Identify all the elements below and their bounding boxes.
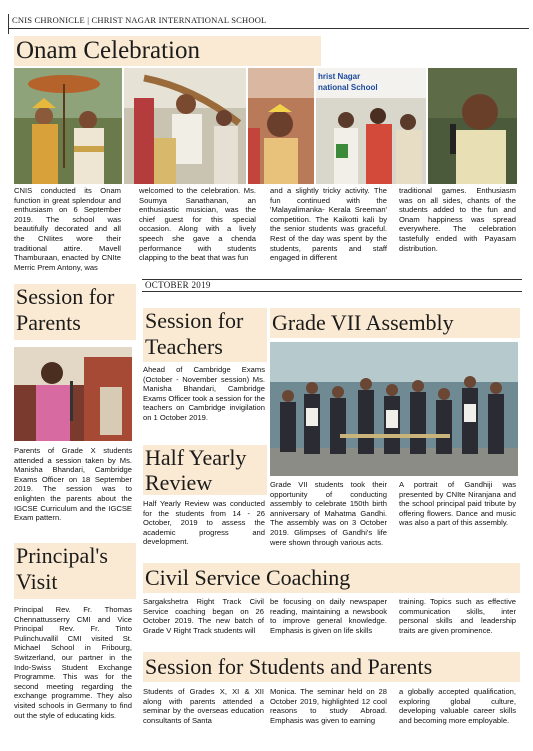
civil-title: Civil Service Coaching bbox=[143, 563, 520, 593]
masthead: CNIS CHRONICLE | CHRIST NAGAR INTERNATIONAL SCHOOL bbox=[8, 14, 529, 29]
onam-text-col2: welcomed to the celebration. Ms. Soumya Sanathanan, an enthusiastic musician, was the chief guest for this special occasion. Along with a lively speech she gave a chenda performance with students clapping to the beat that was fun bbox=[139, 186, 256, 263]
students-title: Session for Students and Parents bbox=[143, 652, 520, 682]
onam-photo-speaker bbox=[428, 68, 517, 184]
halfyearly-title-line1: Half Yearly bbox=[145, 445, 247, 470]
onam-text-col4: traditional games. Enthusiasm was on all sides, chants of the students added to the fun and Onam happiness was spread everywhere. The celebration tastefully ended with Payasam distribution. bbox=[399, 186, 516, 253]
parents-title-line2: Parents bbox=[16, 310, 81, 335]
civil-text-col1: Sargakshetra Right Track Civil Service coaching began on 26 October 2019. The new batch of Grade V Right Track students will bbox=[143, 597, 264, 635]
parents-text: Parents of Grade X students attended a session taken by Ms. Manisha Bhandari, Cambridge Exams Officer on 18 September 2019. The session was to enlighten the parents about the IGCSE Curriculum and the IGCSE Exam pattern. bbox=[14, 446, 132, 523]
teachers-title bbox=[143, 308, 267, 362]
assembly-text-col1 bbox=[270, 480, 387, 547]
halfyearly-text: Half Yearly Review was conducted for the students from 14 - 26 October, 2019 to assess the academic progress and development. bbox=[143, 499, 265, 547]
parents-photo bbox=[14, 347, 132, 441]
teachers-title-line1: Session for bbox=[145, 308, 244, 333]
halfyearly-title-line2: Review bbox=[145, 470, 213, 495]
principal-title bbox=[14, 543, 136, 599]
svg-text:national School: national School bbox=[318, 83, 378, 92]
civil-text-col2: be focusing on daily newspaper reading, maintaining a newsbook to improve general knowledge. Emphasis is given on life skills bbox=[270, 597, 387, 635]
assembly-photo bbox=[270, 342, 518, 476]
principal-title-line1: Principal's bbox=[16, 543, 108, 568]
svg-text:hrist Nagar: hrist Nagar bbox=[318, 72, 361, 81]
onam-text-col1: CNIS conducted its Onam function in great splendour and enthusiasm on 6 September 2019. The school was beautifully decorated and all the CNIites wore their traditional attire. Mavell Thamburaan, enacted by CNIte Merric Prem Antony, was bbox=[14, 186, 121, 272]
civil-text-col3: training. Topics such as effective communication skills, inter personal skills and leadership traits are given prominence. bbox=[399, 597, 516, 635]
assembly-text-col1-content: Grade VII students took their opportunity of conducting assembly to celebrate 150th birth anniversary of Mahatma Gandhi. The assembly was on 3 October 2019. Glimpses of Gandhi's life were shown through various acts. bbox=[270, 480, 387, 547]
principal-title-line2: Visit bbox=[16, 569, 58, 594]
onam-photo-chenda bbox=[124, 68, 246, 184]
month-label: OCTOBER 2019 bbox=[142, 279, 522, 292]
students-text-col1: Students of Grades X, XI & XII along with parents attended a seminar by the overseas education consultants of Santa bbox=[143, 687, 264, 725]
assembly-title: Grade VII Assembly bbox=[270, 308, 520, 338]
students-text-col3: a globally accepted qualification, exploring global culture, developing valuable career skills and becoming more employable. bbox=[399, 687, 516, 725]
onam-photo-mahabali bbox=[14, 68, 122, 184]
teachers-text: Ahead of Cambridge Exams (October - November session) Ms. Manisha Bhandari, Cambridge Exams Officer took a session for the teachers on Cambridge invigilation on 1 October 2019. bbox=[143, 365, 265, 422]
onam-text-col3: and a slightly tricky activity. The fun continued with the 'Malayalimanka- Kerala Sreeman' competition. The Kaikotti kali by the senior students was graceful. Rest of the day was spent by the students, parents and staff engaged in different bbox=[270, 186, 387, 263]
assembly-text-col2: A portrait of Gandhiji was presented by CNIte Niranjana and the school principal paid tribute by offering flowers. Dance and music was also a part of this assembly. bbox=[399, 480, 516, 528]
students-text-col2: Monica. The seminar held on 28 October 2019, highlighted 12 cool reasons to study Abroad. Emphasis was given to earning bbox=[270, 687, 387, 725]
halfyearly-title bbox=[143, 445, 267, 495]
onam-title: Onam Celebration bbox=[14, 36, 321, 66]
masthead-divider bbox=[8, 14, 9, 34]
parents-title bbox=[14, 284, 136, 340]
onam-photo-school-sign bbox=[316, 68, 426, 184]
principal-text: Principal Rev. Fr. Thomas Chennattusserry CMI and Vice Principal Rev. Fr. Tinto Pulinchuvallil CMI visited St. Michael School in Fribourg, Switzerland, our partner in the Indo-Swiss Student Exchange Programme. This was for the second meeting regarding the exchange programme. They also visited schools in Germany to find out the style of educating kids. bbox=[14, 605, 132, 720]
onam-photo-children bbox=[248, 68, 314, 184]
parents-title-line1: Session for bbox=[16, 284, 115, 309]
teachers-title-line2: Teachers bbox=[145, 334, 223, 359]
